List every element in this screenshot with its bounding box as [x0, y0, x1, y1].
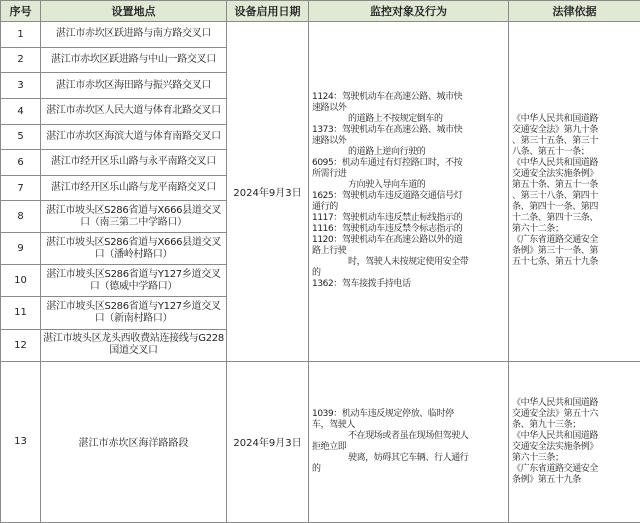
header-law: 法律依据 [509, 1, 640, 22]
law-line: 第五十条、第五十一条 [512, 180, 599, 191]
behavior-line: 速路以外 [312, 136, 347, 147]
header-no: 序号 [1, 1, 41, 22]
behavior-line: 速路以外 [312, 103, 347, 114]
behavior-line: 路上行驶 [312, 246, 347, 257]
row-number: 3 [1, 73, 41, 99]
behavior-line: 1625：驾驶机动车违反道路交通信号灯 [312, 191, 463, 202]
law-line: 条例》第五十九条 [512, 474, 581, 485]
header-date: 设备启用日期 [227, 1, 309, 22]
header-behavior: 监控对象及行为 [309, 1, 509, 22]
law-line: 第六十三条； [512, 452, 564, 463]
law-line: 《中华人民共和国道路 [512, 158, 599, 169]
law-line: 条、第四十一条、第四 [512, 202, 599, 213]
row-location: 湛江市坡头区龙头西收费站连接线与G228国道交叉口 [41, 329, 227, 361]
behavior-line: 不在现场或者虽在现场但驾驶人 [348, 430, 469, 441]
row-number: 8 [1, 201, 41, 233]
row-number: 2 [1, 47, 41, 73]
row-location: 湛江市赤坎区跃进路与南方路交叉口 [41, 22, 227, 48]
behavior-line: 1117：驾驶机动车违反禁止标线指示的 [312, 213, 463, 224]
law-line: 第六十二条； [512, 224, 564, 235]
law-line: 交通安全法》第五十六 [512, 408, 599, 419]
table-body [1, 22, 640, 523]
row-location: 湛江市坡头区S286省道与X666县道交叉口（南三第二中学路口） [41, 201, 227, 233]
row-location: 湛江市赤坎区海洋路路段 [41, 361, 227, 522]
row-location: 湛江市赤坎区跃进路与中山一路交叉口 [41, 47, 227, 73]
row-number: 10 [1, 265, 41, 297]
law-line: 十二条、第四十三条、 [512, 213, 599, 224]
law-line: 五十七条、第五十九条 [512, 257, 599, 268]
row-location: 湛江市赤坎区海田路与振兴路交叉口 [41, 73, 227, 99]
law-line: 、第三十八条、第四十 [512, 191, 599, 202]
table-row [1, 361, 640, 522]
row-number: 4 [1, 98, 41, 124]
behavior-line: 1039：机动车违反规定停放、临时停 [312, 408, 454, 419]
row-number: 7 [1, 175, 41, 201]
behavior-line: 车，驾驶人 [312, 419, 356, 430]
row-location: 湛江市经开区乐山路与龙平南路交叉口 [41, 175, 227, 201]
law-line: 《广东省道路交通安全 [512, 235, 599, 246]
law-line: 条、第九十三条； [512, 419, 581, 430]
row-location: 湛江市赤坎区人民大道与体育北路交叉口 [41, 98, 227, 124]
behavior-line: 的 [312, 463, 321, 474]
behavior-line: 时，驾驶人未按规定使用安全带 [348, 257, 469, 268]
header-location: 设置地点 [41, 1, 227, 22]
behavior-line: 的道路上逆向行驶的 [348, 147, 426, 158]
law-line: 条例》第三十一条、第 [512, 246, 599, 257]
behavior-line: 1124：驾驶机动车在高速公路、城市快 [312, 92, 463, 103]
law-line: 交通安全法实施条例》 [512, 441, 599, 452]
row-number: 13 [1, 361, 41, 522]
row-number: 5 [1, 124, 41, 150]
behavior-line: 所需行进 [312, 169, 347, 180]
behavior-line: 6095：机动车通过有灯控路口时，不按 [312, 158, 463, 169]
header-row [1, 1, 640, 22]
monitored-behaviors [309, 361, 509, 522]
law-line: 交通安全法》第九十条 [512, 125, 599, 136]
behavior-line: 1116：驾驶机动车违反禁令标志指示的 [312, 224, 463, 235]
law-line: 八条、第五十一条； [512, 147, 590, 158]
behavior-line: 通行的 [312, 202, 338, 213]
row-number: 6 [1, 150, 41, 176]
behavior-line: 方向驶入导向车道的 [348, 180, 426, 191]
legal-basis [509, 22, 640, 362]
row-number: 9 [1, 233, 41, 265]
enable-date: 2024年9月3日 [227, 22, 309, 362]
law-line: 《中华人民共和国道路 [512, 397, 599, 408]
row-number: 11 [1, 297, 41, 329]
law-line: 《中华人民共和国道路 [512, 430, 599, 441]
row-location: 湛江市经开区乐山路与永平南路交叉口 [41, 150, 227, 176]
behavior-line: 拒绝立即 [312, 441, 347, 452]
table-row [1, 22, 640, 48]
law-line: 《中华人民共和国道路 [512, 114, 599, 125]
behavior-line: 1362：驾车接拨手持电话 [312, 279, 411, 290]
row-location: 湛江市赤坎区海滨大道与体育南路交叉口 [41, 124, 227, 150]
law-line: 、第三十五条、第三十 [512, 136, 599, 147]
row-number: 12 [1, 329, 41, 361]
legal-basis [509, 361, 640, 522]
monitored-behaviors [309, 22, 509, 362]
row-location: 湛江市坡头区S286省道与Y127乡道交叉口（新南村路口） [41, 297, 227, 329]
behavior-line: 的 [312, 268, 321, 279]
law-line: 《广东省道路交通安全 [512, 463, 599, 474]
law-line: 交通安全法实施条例》 [512, 169, 599, 180]
behavior-line: 驶离，妨碍其它车辆、行人通行 [348, 452, 469, 463]
row-location: 湛江市坡头区S286省道与Y127乡道交叉口（德威中学路口） [41, 265, 227, 297]
behavior-line: 的道路上不按规定倒车的 [348, 114, 443, 125]
behavior-line: 1120：驾驶机动车在高速公路以外的道 [312, 235, 463, 246]
enable-date: 2024年9月3日 [227, 361, 309, 522]
row-number: 1 [1, 22, 41, 48]
row-location: 湛江市坡头区S286省道与X666县道交叉口（潘岭村路口） [41, 233, 227, 265]
behavior-line: 1373：驾驶机动车在高速公路、城市快 [312, 125, 463, 136]
